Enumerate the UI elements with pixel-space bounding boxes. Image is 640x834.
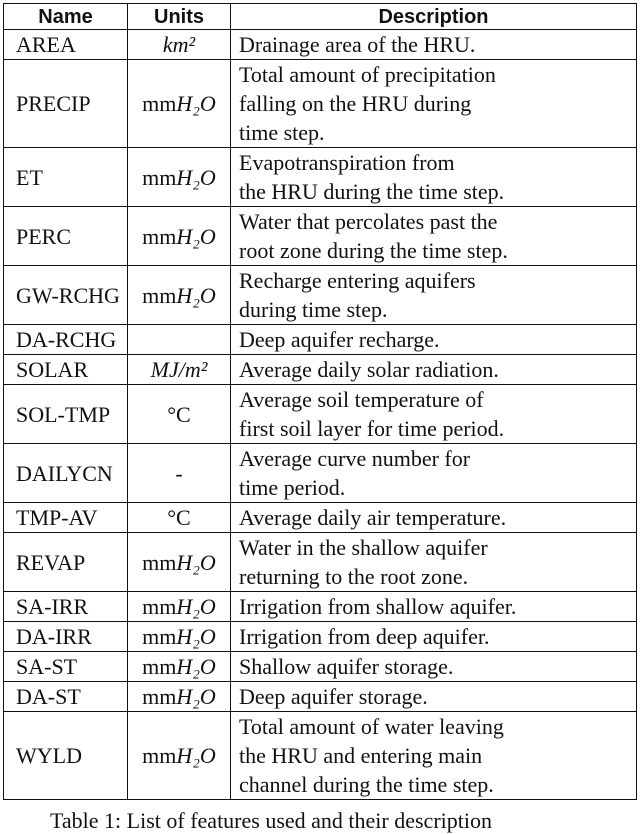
feature-description: Average daily air temperature. (231, 503, 637, 533)
feature-description: Irrigation from shallow aquifer. (231, 592, 637, 622)
unit-math: H₂O (176, 223, 216, 249)
unit-math: H₂O (176, 624, 216, 649)
unit-math: H₂O (176, 282, 216, 308)
feature-name: DA-RCHG (4, 325, 128, 355)
feature-unit (128, 652, 231, 682)
feature-unit (128, 682, 231, 712)
header-description: Description (231, 4, 637, 30)
feature-description: Shallow aquifer storage. (231, 652, 637, 682)
table-row (4, 325, 637, 355)
unit-roman: mm (142, 223, 177, 249)
table-row (4, 652, 637, 682)
table-row (4, 385, 637, 444)
feature-name: TMP-AV (4, 503, 128, 533)
feature-unit (128, 266, 231, 325)
feature-unit (128, 712, 231, 800)
unit-math: MJ/m² (150, 357, 208, 382)
feature-unit (128, 60, 231, 148)
features-table (3, 3, 637, 800)
feature-name: DA-ST (4, 682, 128, 712)
feature-description: Water in the shallow aquifer returning to the root zone. (231, 533, 637, 592)
feature-name: SOL-TMP (4, 385, 128, 444)
feature-description: Average soil temperature of first soil layer for time period. (231, 385, 637, 444)
feature-name: SOLAR (4, 355, 128, 385)
table-row (4, 444, 637, 503)
unit-roman: mm (142, 282, 177, 308)
unit-math: H₂O (176, 684, 216, 709)
feature-name: PRECIP (4, 60, 128, 148)
unit-math: km² (162, 32, 196, 57)
unit-roman: mm (142, 684, 177, 709)
feature-name: DA-IRR (4, 622, 128, 652)
feature-name: DAILYCN (4, 444, 128, 503)
feature-description: Evapotranspiration from the HRU during the time step. (231, 148, 637, 207)
feature-unit (128, 533, 231, 592)
unit-math: H₂O (176, 654, 216, 679)
feature-description: Total amount of water leaving the HRU and entering main channel during the time step. (231, 712, 637, 800)
table-row (4, 622, 637, 652)
feature-description: Average curve number for time period. (231, 444, 637, 503)
header-units: Units (128, 4, 231, 30)
table-row (4, 682, 637, 712)
feature-unit (128, 325, 231, 355)
unit-math: H₂O (176, 549, 216, 575)
feature-unit (128, 622, 231, 652)
table-row (4, 266, 637, 325)
feature-description: Irrigation from deep aquifer. (231, 622, 637, 652)
feature-name: REVAP (4, 533, 128, 592)
feature-description: Water that percolates past the root zone during the time step. (231, 207, 637, 266)
table-row (4, 30, 637, 60)
unit-math: H₂O (176, 743, 216, 768)
feature-unit (128, 592, 231, 622)
unit-roman: mm (142, 743, 177, 768)
unit-roman: mm (142, 91, 177, 116)
table-row (4, 712, 637, 800)
feature-unit (128, 148, 231, 207)
feature-description: Drainage area of the HRU. (231, 30, 637, 60)
unit-roman: mm (142, 654, 177, 679)
table-row (4, 503, 637, 533)
feature-description: Total amount of precipitation falling on the HRU during time step. (231, 60, 637, 148)
feature-unit (128, 30, 231, 60)
table-row (4, 355, 637, 385)
unit-roman: mm (142, 164, 177, 190)
feature-unit (128, 444, 231, 503)
feature-unit (128, 207, 231, 266)
unit-roman: mm (142, 549, 177, 575)
feature-description: Deep aquifer recharge. (231, 325, 637, 355)
feature-unit (128, 355, 231, 385)
unit-math: H₂O (176, 594, 216, 619)
unit-math: H₂O (176, 164, 216, 190)
table-row (4, 148, 637, 207)
header-name: Name (4, 4, 128, 30)
unit-roman: °C (167, 505, 191, 530)
table-row (4, 592, 637, 622)
feature-unit (128, 503, 231, 533)
unit-roman: mm (142, 624, 177, 649)
feature-description: Recharge entering aquifers during time step. (231, 266, 637, 325)
feature-description: Deep aquifer storage. (231, 682, 637, 712)
unit-roman: - (175, 460, 183, 486)
feature-name: PERC (4, 207, 128, 266)
unit-roman: mm (142, 594, 177, 619)
feature-name: WYLD (4, 712, 128, 800)
feature-description: Average daily solar radiation. (231, 355, 637, 385)
feature-name: ET (4, 148, 128, 207)
table-row (4, 533, 637, 592)
feature-name: SA-IRR (4, 592, 128, 622)
unit-math: H₂O (176, 91, 216, 116)
feature-name: AREA (4, 30, 128, 60)
feature-name: SA-ST (4, 652, 128, 682)
table-caption: Table 1: List of features used and their description (50, 808, 492, 833)
header-row (4, 4, 637, 30)
table-row (4, 207, 637, 266)
feature-unit (128, 385, 231, 444)
table-row (4, 60, 637, 148)
feature-name: GW-RCHG (4, 266, 128, 325)
unit-roman: °C (167, 401, 191, 427)
